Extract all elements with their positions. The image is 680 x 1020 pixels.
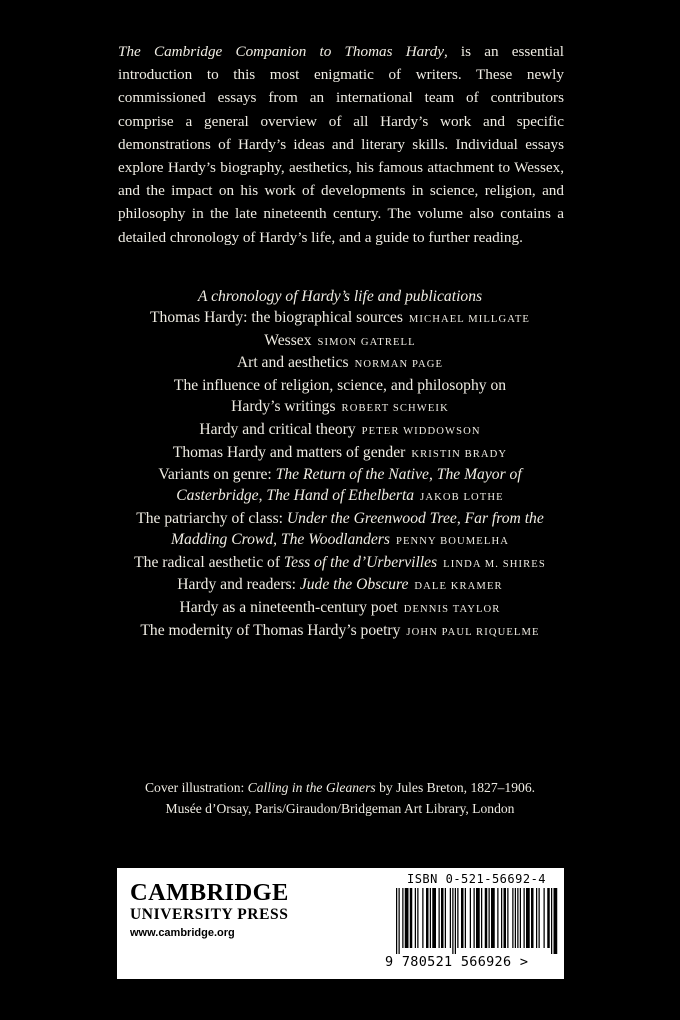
essay-title-prefix: The radical aesthetic of [134,553,284,571]
essay-author: DENNIS TAYLOR [403,604,501,616]
credit-suffix: by Jules Breton, 1827–1906. [375,780,536,795]
barcode-bar [501,888,502,948]
barcode-bar [426,888,429,948]
toc-entry-cont [60,530,620,553]
barcode-bar [489,888,490,948]
barcode-bar [439,888,440,948]
work-title: Tess of the d’Urbervilles [283,553,438,571]
essay-title: Wessex [264,331,312,349]
toc-entry [60,331,620,354]
barcode-bar [445,888,446,948]
essay-title-prefix: Hardy and readers: [177,576,300,594]
blurb-text: , is an essential introduction to this most enigmatic of writers. These newly commissioned essays from an international team of contributors comprise a general overview of all Hardy’s work and specific demonstrations of Hardy’s ideas and literary skills. Individual essays explore Hardy’s biography, aesthetics, his famous attachment to Wessex, and the impact on his work of developments in science, religion, and philosophy in the late nineteenth century. The volume also contains a detailed chronology of Hardy’s life, and a guide to further reading. [118,43,565,246]
work-title: The Mayor of [436,466,522,484]
work-title: Casterbridge [176,487,259,505]
toc-entry [60,376,620,397]
barcode-bar [476,888,480,948]
credit-line-1 [60,777,620,798]
barcode-bar [455,888,456,954]
publisher-panel [117,868,564,979]
barcode-bar [544,888,545,948]
essay-author: LINDA M. SHIRES [443,558,546,570]
cover-credit [60,777,620,819]
separator: , [428,466,437,484]
barcode-bar [504,888,507,948]
barcode-bar [465,888,466,948]
barcode-bar [457,888,458,948]
work-title: Jude the Obscure [299,576,409,594]
essay-title: Thomas Hardy: the biographical sources [150,308,403,326]
publisher-subname: UNIVERSITY PRESS [130,906,289,923]
publisher-logo [130,880,289,942]
essay-title: Thomas Hardy and matters of gender [172,443,406,461]
barcode-bar [430,888,431,948]
essay-author: MICHAEL MILLGATE [408,313,530,325]
work-title: Under the Greenwood Tree [286,509,457,527]
toc-entry [60,598,620,621]
back-cover-blurb [118,40,564,249]
toc-entry-cont [60,397,620,420]
barcode-bar [461,888,464,948]
toc-entry-cont [60,486,620,509]
barcode-bar [520,888,521,948]
toc-entry [60,553,620,576]
essay-title: Hardy as a nineteenth-century poet [179,599,398,617]
work-title: Far from the [464,509,544,527]
essay-title: Hardy’s writings [231,397,336,415]
essay-author: ROBERT SCHWEIK [341,402,449,414]
barcode-bar [507,888,508,948]
essay-author: KRISTIN BRADY [411,448,508,460]
barcode-bar [452,888,453,954]
barcode-bar [497,888,498,948]
ean-number: 9 780521 566926 > [385,954,529,970]
essay-title: Art and aesthetics [236,354,349,372]
barcode-bar [402,888,403,948]
book-title: The Cambridge Companion to Thomas Hardy [118,43,444,60]
toc-entry [60,443,620,466]
essay-author: PETER WIDDOWSON [361,425,481,437]
essay-author: SIMON GATRELL [317,336,416,348]
barcode-bar [517,888,518,948]
barcode-bar [481,888,482,948]
essay-author: PENNY BOUMELHA [395,535,509,547]
credit-prefix: Cover illustration: [144,780,248,795]
essay-author: NORMAN PAGE [354,359,444,371]
credit-line-2: Musée d’Orsay, Paris/Giraudon/Bridgeman Art Library, London [165,801,515,816]
separator: , [456,509,465,527]
toc-entry [60,509,620,530]
barcode-bar [396,888,397,954]
essay-title: The influence of religion, science, and philosophy on [173,377,507,395]
separator: , [273,530,281,548]
barcode [394,888,559,954]
toc-entry [60,575,620,598]
toc-entry [60,353,620,376]
essay-author: JAKOB LOTHE [420,492,504,504]
barcode-bar [417,888,418,948]
barcode-bar [491,888,495,948]
barcode-bar [410,888,413,948]
barcode-bar [432,888,436,948]
work-title: The Woodlanders [280,530,390,548]
essay-author: JOHN PAUL RIQUELME [406,626,540,638]
barcode-bar [474,888,475,948]
barcode-bar [422,888,423,948]
barcode-bar [524,888,525,948]
toc-entry [60,420,620,443]
barcode-bar [536,888,537,948]
toc-chronology: A chronology of Hardy’s life and publications [197,288,483,305]
toc-entry [60,621,620,644]
barcode-bar [512,888,513,948]
barcode-bar [526,888,530,948]
essay-title: The modernity of Thomas Hardy’s poetry [140,621,401,639]
work-title: Madding Crowd [171,530,274,548]
barcode-bar [399,888,400,954]
barcode-bar [531,888,534,948]
barcode-bar [470,888,471,948]
work-title: The Hand of Ethelberta [266,487,415,505]
publisher-url: www.cambridge.org [130,927,235,939]
barcode-bar [515,888,516,948]
barcode-bar [551,888,552,954]
publisher-name: CAMBRIDGE [130,879,289,906]
essay-author: DALE KRAMER [414,581,503,593]
barcode-bar [450,888,451,948]
barcode-bar [539,888,540,948]
essay-title: Hardy and critical theory [199,420,356,438]
separator: , [258,487,267,505]
barcode-bar [415,888,416,948]
toc-entry [60,465,620,486]
contents-list [60,287,620,644]
essay-title-prefix: Variants on genre: [158,466,276,484]
essay-title-prefix: The patriarchy of class: [136,509,287,527]
barcode-bar [547,888,550,948]
credit-work: Calling in the Gleaners [247,780,376,795]
barcode-bar [405,888,409,948]
work-title: The Return of the Native [275,466,429,484]
barcode-bar [485,888,488,948]
isbn-label: ISBN 0-521-56692-4 [406,872,547,886]
barcode-bar [554,888,558,954]
barcode-bar [441,888,444,948]
toc-entry [60,308,620,331]
